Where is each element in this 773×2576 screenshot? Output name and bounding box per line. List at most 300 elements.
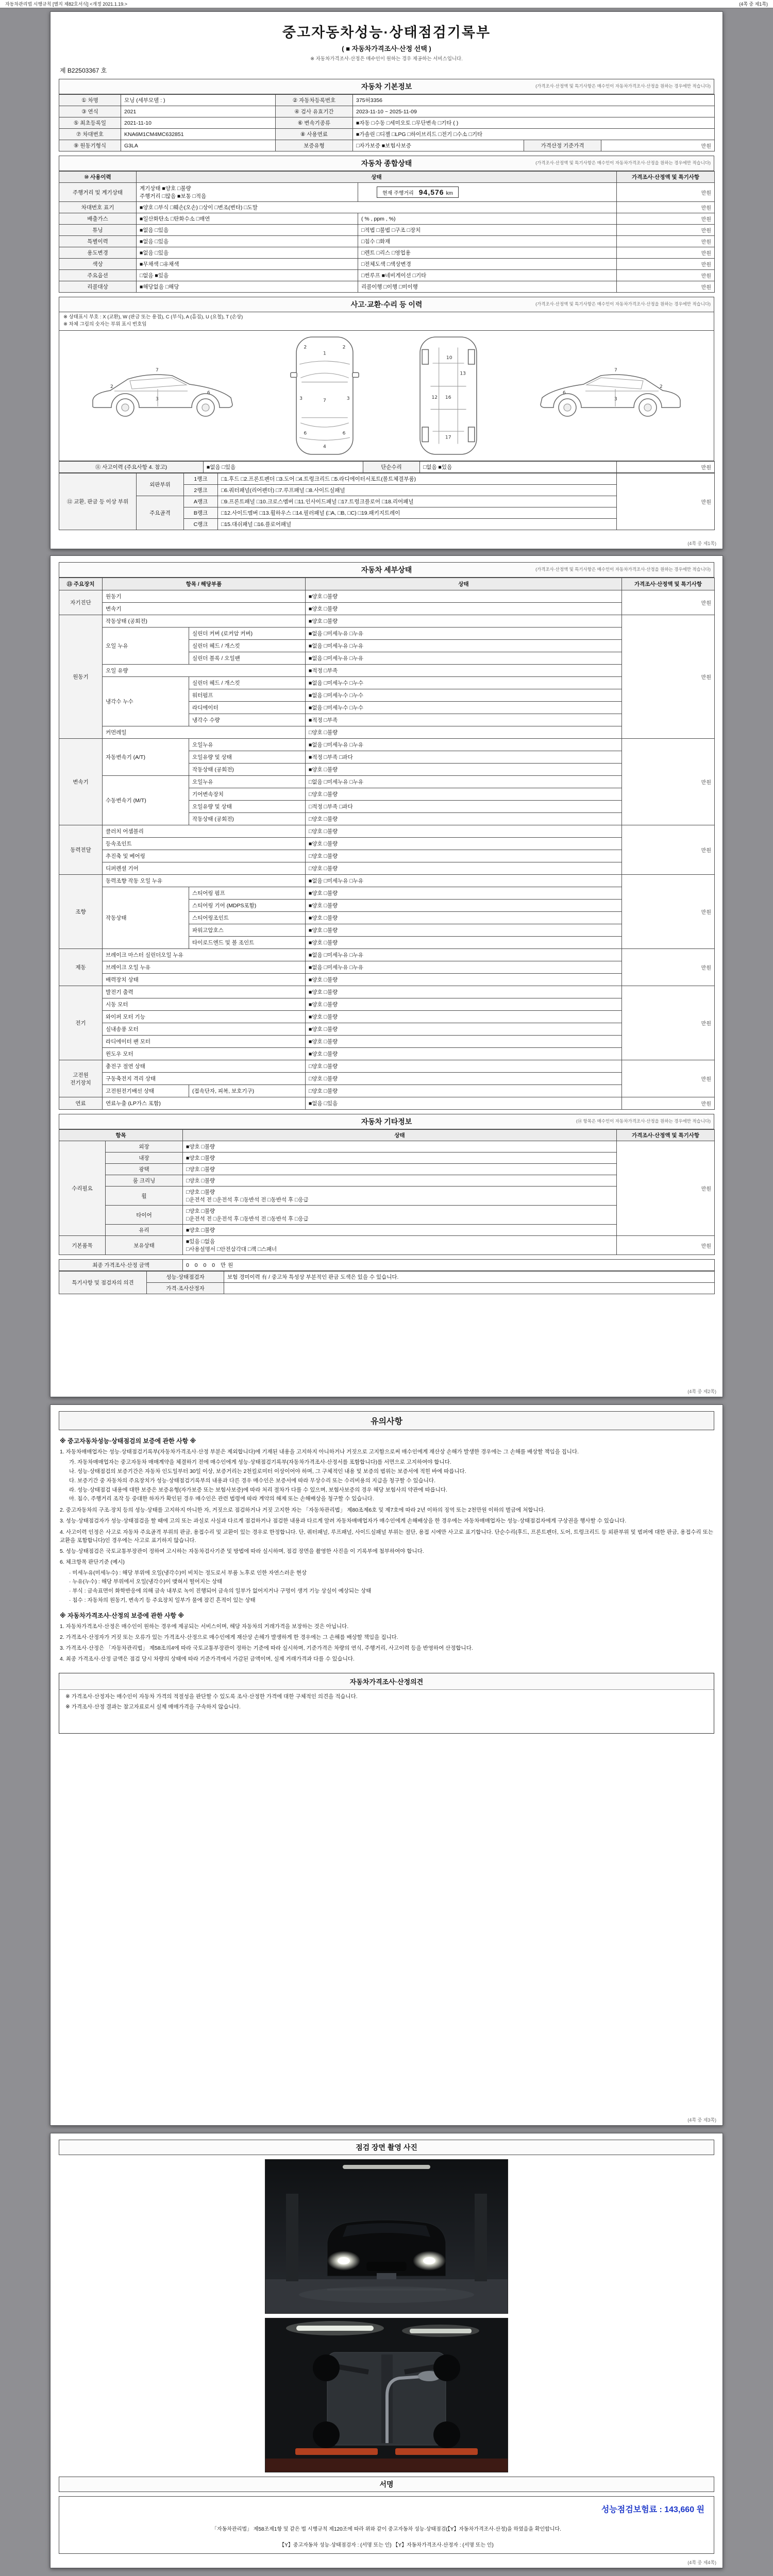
price-cell: 만원: [617, 270, 715, 281]
basic-value[interactable]: ■가솔린 □디젤 □LPG □하이브리드 □전기 □수소 □기타: [353, 129, 715, 140]
price-cell: 만원: [622, 590, 715, 615]
detail-subitem: 오일유량 및 상태: [189, 751, 306, 764]
price-cell: 만원: [617, 1141, 715, 1236]
detail-row: [59, 825, 715, 838]
price-cell: 만원: [622, 986, 715, 1060]
svg-text:6: 6: [304, 430, 307, 436]
detail-item: 추진축 및 베어링: [103, 850, 306, 862]
accident-history-state[interactable]: ■없음 □있음: [204, 461, 363, 472]
detail-item: 디퍼렌셜 기어: [103, 862, 306, 875]
etc-row: [59, 1175, 715, 1187]
document-number: 제 B22503367 호: [60, 67, 107, 74]
detail-state[interactable]: □양호 □불량: [306, 788, 622, 801]
detail-row: [59, 1023, 715, 1036]
exchange-rank: 2랭크: [184, 484, 218, 496]
etc-state-line[interactable]: □양호 □불량: [186, 1189, 215, 1195]
detail-row: [59, 850, 715, 862]
overall-item-label: 리콜대상: [59, 281, 137, 293]
detail-row: [59, 887, 715, 900]
price-cell: 만원: [622, 739, 715, 825]
detail-state[interactable]: ■적정 □부족: [306, 714, 622, 726]
inspection-photo-underbody: [265, 2318, 508, 2472]
detail-subitem: 실린더 블록 / 오일팬: [189, 652, 306, 665]
detail-col-state: 상태: [306, 578, 622, 590]
exchange-row: [59, 473, 715, 484]
overall-state[interactable]: ■없음 □있음: [137, 225, 358, 236]
detail-row: [59, 1048, 715, 1060]
detail-row: [59, 862, 715, 875]
price-cell: 만원: [617, 213, 715, 225]
state-code-line-2: ※ 차체 그림의 숫자는 부위 표시 번호임: [63, 321, 147, 328]
detail-subitem: 실린더 헤드 / 개스킷: [189, 677, 306, 689]
basic-label: ① 차명: [59, 95, 121, 106]
detail-state[interactable]: □양호 □불량: [306, 726, 622, 739]
detail-item: 고전원전기배선 상태: [103, 1085, 189, 1097]
detail-state[interactable]: ■없음 □미세누유 □누유: [306, 628, 622, 640]
detail-subitem: 스티어링 기어 (MDPS포함): [189, 900, 306, 912]
remarks-label: 특기사항 및 점검자의 의견: [59, 1272, 147, 1294]
detail-item: 라디에이터 팬 모터: [103, 1036, 306, 1048]
basic-value: 모닝 (세부모델 : ): [121, 95, 276, 106]
overall-state[interactable]: ■무채색 □유채색: [137, 259, 358, 270]
detail-state[interactable]: ■양호 □불량: [306, 974, 622, 986]
detail-item: 충전구 절연 상태: [103, 1060, 306, 1073]
etc-state-extra[interactable]: □사용설명서 □안전삼각대 □잭 □스패너: [186, 1246, 277, 1252]
remarks-row: [59, 1283, 715, 1294]
overall-state-line[interactable]: 계기상태 ■양호 □불량: [140, 185, 191, 192]
detail-state[interactable]: ■양호 □불량: [306, 1048, 622, 1060]
etc-row: [59, 1225, 715, 1236]
detail-group: 조향: [59, 875, 103, 949]
etc-group: 기본품목: [59, 1236, 106, 1255]
detail-subitem: 오일누유: [189, 739, 306, 751]
overall-col-state: 상태: [137, 172, 617, 183]
car-diagram-top: [286, 334, 363, 457]
etc-state[interactable]: [183, 1236, 617, 1255]
detail-state[interactable]: ■양호 □불량: [306, 924, 622, 937]
detail-state[interactable]: ■양호 □불량: [306, 838, 622, 850]
detail-state[interactable]: □양호 □불량: [306, 1085, 622, 1097]
overall-item-label: 차대번호 표기: [59, 202, 137, 213]
etc-col-item: 항목: [59, 1130, 183, 1141]
detail-item: 발전기 출력: [103, 986, 306, 998]
etc-row: [59, 1206, 715, 1225]
detail-state[interactable]: ■양호 □불량: [306, 887, 622, 900]
basic-value: 2021-11-10: [121, 117, 276, 129]
detail-state[interactable]: ■적정 □부족: [306, 665, 622, 677]
page-1: [50, 11, 723, 549]
detail-subitem: 라디에이터: [189, 702, 306, 714]
detail-row: [59, 628, 715, 640]
notice-text: 4. 최종 가격조사·산정 금액은 점검 당시 차량의 상태에 따라 기준가격에서 가감된 금액이며, 실제 거래가격과 다를 수 있습니다.: [60, 1656, 355, 1663]
accident-history-row: [59, 461, 715, 472]
price-cell: 만원: [617, 247, 715, 259]
detail-group: 원동기: [59, 615, 103, 739]
detail-state[interactable]: ■적정 □부족 □과다: [306, 751, 622, 764]
notice-text: · 부식 : 금속표면이 화학반응에 의해 금속 내부로 녹이 진행되어 금속의 일부가 없어지거나 구멍이 생겨 기능 상실이 예상되는 상태: [69, 1588, 372, 1595]
detail-subitem: 스티어링조인트: [189, 912, 306, 924]
page-4: [50, 2133, 723, 2568]
overall-row: [59, 281, 715, 293]
remarks-inspector-text[interactable]: 보험 경미이력 有 / 중고차 특성상 부분적인 판금 도색은 있을 수 있습니다.: [224, 1272, 715, 1283]
detail-group: 고전원 전기장치: [59, 1060, 103, 1097]
notice-text: 5. 성능·상태점검은 국토교통부장관이 정하여 고시하는 자동차검사기준 및 방법에 따라 실시하며, 점검 장면을 촬영한 사진을 이 기록부에 첨부하여야 합니다.: [60, 1548, 424, 1555]
overall-state[interactable]: ■없음 □있음: [137, 236, 358, 247]
detail-state[interactable]: ■양호 □불량: [306, 912, 622, 924]
remarks-appraiser-text[interactable]: [224, 1283, 715, 1294]
notice-text: · 누유(누수) : 해당 부위에서 오일(냉각수)이 맺혀서 떨어지는 상태: [69, 1579, 223, 1585]
etc-state-line[interactable]: □양호 □불량: [186, 1178, 215, 1184]
section-basic-header: [59, 79, 714, 94]
detail-row: [59, 726, 715, 739]
detail-col-item: 항목 / 해당부품: [103, 578, 306, 590]
detail-group: 자기진단: [59, 590, 103, 615]
detail-state[interactable]: ■양호 □불량: [306, 603, 622, 615]
section-etc-header: [59, 1114, 714, 1129]
price-opinion-title: 자동차가격조사·산정의견: [59, 1673, 714, 1690]
etc-item: 내장: [106, 1153, 183, 1164]
detail-row: [59, 961, 715, 974]
overall-state-2[interactable]: □렌트 □리스 □영업용: [358, 247, 617, 259]
notice-text: 4. 사고이력 인정은 사고로 자동차 주요골격 부위의 판금, 용접수리 및 교환이 있는 경우로 한정합니다. 단, 쿼터패널, 루프패널, 사이드실패널 부위는 절단, 용접 시에만 사고로 표기합니다. 단순수리(후드, 프론트펜더, 도어, 트렁크리드 등 외판부위 및 범퍼에 대한 판금, 용접수리 또는 교환을 포함합니다)인 경우에는 사고로 표기하지 않습니다.: [60, 1529, 713, 1544]
detail-state[interactable]: ■양호 □불량: [306, 764, 622, 776]
detail-subitem: 오일누유: [189, 776, 306, 788]
overall-row: [59, 236, 715, 247]
price-cell: 만원: [622, 875, 715, 949]
basic-row: [59, 140, 715, 151]
current-mileage-unit: km: [446, 191, 453, 196]
price-opinion-lines: [59, 1690, 714, 1710]
etc-state-line[interactable]: ■있음 □없음: [186, 1239, 215, 1245]
detail-row: [59, 875, 715, 887]
final-price-table: [59, 1259, 715, 1271]
overall-row: [59, 213, 715, 225]
overall-state-2[interactable]: □썬루프 ■네비게이션 □기타: [358, 270, 617, 281]
detail-group: 전기: [59, 986, 103, 1060]
detail-state[interactable]: □양호 □불량: [306, 813, 622, 825]
detail-state[interactable]: □양호 □불량: [306, 862, 622, 875]
final-price-value[interactable]: 0 0 0 0 만원: [183, 1260, 715, 1271]
detail-item: 동력조향 작동 오일 누유: [103, 875, 306, 887]
section-detail-note: (가격조사·산정액 및 특기사항은 매수인이 자동차가격조사·산정을 원하는 경우에만 적습니다): [535, 567, 711, 572]
etc-row: [59, 1153, 715, 1164]
etc-item: 휠: [106, 1187, 183, 1206]
etc-info-table: [59, 1129, 715, 1255]
detail-state[interactable]: □적정 □부족 □과다: [306, 801, 622, 813]
exchange-rank: 1랭크: [184, 473, 218, 484]
detail-subitem: 냉각수 수량: [189, 714, 306, 726]
overall-state[interactable]: ■양호 □부식 □훼손(오손) □상이 □변조(변타) □도말: [137, 202, 617, 213]
svg-text:2: 2: [659, 384, 663, 389]
section-accident-note: (가격조사·산정액 및 특기사항은 매수인이 자동차가격조사·산정을 원하는 경우에만 적습니다): [535, 301, 711, 307]
basic-label: 가격산정 기준가격: [524, 140, 601, 151]
overall-item-label: 특별이력: [59, 236, 137, 247]
remarks-appraiser-label: 가격·조사산정자: [147, 1283, 224, 1294]
photos-title: 점검 장면 촬영 사진: [356, 2143, 417, 2151]
etc-row: [59, 1236, 715, 1255]
section-overall-title: 자동차 종합상태: [361, 159, 412, 167]
svg-text:2: 2: [304, 344, 307, 350]
detail-item: 원동기: [103, 590, 306, 603]
detail-state[interactable]: □없음 □미세누유 □누유: [306, 776, 622, 788]
detail-state[interactable]: ■없음 □미세누유 □누유: [306, 739, 622, 751]
etc-state-line[interactable]: □양호 □불량: [186, 1208, 215, 1214]
section-accident-title: 사고·교환·수리 등 이력: [350, 300, 423, 309]
basic-row: [59, 106, 715, 117]
overall-item-label: 튜닝: [59, 225, 137, 236]
etc-state-line[interactable]: ■양호 □불량: [186, 1155, 215, 1161]
detail-item: 자동변속기 (A/T): [103, 739, 189, 776]
price-cell: 만원: [617, 281, 715, 293]
price-cell: 만원: [617, 236, 715, 247]
etc-item: 광택: [106, 1164, 183, 1175]
detail-row: [59, 1097, 715, 1110]
basic-info-table: [59, 94, 715, 151]
exchange-label: ⑫ 교환, 판금 등 이상 부위: [59, 473, 137, 530]
detail-item: 시동 모터: [103, 998, 306, 1011]
detail-state[interactable]: ■양호 □불량: [306, 1011, 622, 1023]
price-cell: 만원: [617, 1236, 715, 1255]
detail-state[interactable]: ■없음 □미세누수 □누수: [306, 689, 622, 702]
svg-text:12: 12: [431, 395, 438, 400]
overall-state-table: [59, 171, 715, 293]
detail-item: 와이퍼 모터 기능: [103, 1011, 306, 1023]
detail-row: [59, 949, 715, 961]
basic-label: ③ 연식: [59, 106, 121, 117]
notice-text: 마. 침수, 주행거리 조작 등 중대한 하자가 확인된 경우 매수인은 관련 법령에 따라 계약의 해제 또는 손해배상을 청구할 수 있습니다.: [69, 1496, 374, 1502]
form-reference-strip: [0, 0, 773, 8]
detail-state[interactable]: ■없음 □미세누유 □누유: [306, 949, 622, 961]
overall-state-2[interactable]: □침수 □화재: [358, 236, 617, 247]
sign-header: [59, 2477, 714, 2492]
price-cell: 만원: [622, 1060, 715, 1097]
price-opinion-blank[interactable]: [59, 1710, 714, 1733]
detail-item: 냉각수 누수: [103, 677, 189, 726]
price-cell: 만원: [617, 461, 715, 472]
detail-item: 수동변속기 (M/T): [103, 776, 189, 825]
svg-text:17: 17: [445, 434, 451, 440]
overall-state-2[interactable]: 리콜이행 □이행 □미이행: [358, 281, 617, 293]
detail-item: 변속기: [103, 603, 306, 615]
notice-text: · 침수 : 자동차의 원동기, 변속기 등 주요장치 일부가 물에 잠긴 흔적이 있는 상태: [69, 1597, 256, 1603]
etc-row: [59, 1187, 715, 1206]
overall-state[interactable]: ■일산화탄소 □탄화수소 □매연: [137, 213, 358, 225]
detail-row: [59, 590, 715, 603]
detail-subitem: (접속단자, 피복, 보호기구): [189, 1085, 306, 1097]
etc-state-line[interactable]: □양호 □불량: [186, 1166, 215, 1173]
detail-state[interactable]: ■양호 □불량: [306, 590, 622, 603]
remarks-row: [59, 1272, 715, 1283]
detail-state[interactable]: ■없음 □미세누유 □누유: [306, 652, 622, 665]
detail-item: 커먼레일: [103, 726, 306, 739]
price-opinion-box: [59, 1673, 714, 1734]
detail-row: [59, 998, 715, 1011]
exchange-items[interactable]: □15.대쉬패널 □16.플로어패널: [218, 518, 617, 530]
detail-row: [59, 603, 715, 615]
current-mileage-label: 현재 주행거리: [382, 191, 414, 196]
etc-state-line[interactable]: ■양호 □불량: [186, 1227, 215, 1233]
overall-state[interactable]: □없음 ■있음: [137, 270, 358, 281]
detail-group: 변속기: [59, 739, 103, 825]
form-reference: 자동차관리법 시행규칙 [별지 제82호서식] <개정 2021.1.19.>: [5, 2, 128, 7]
detail-state[interactable]: □양호 □불량: [306, 1060, 622, 1073]
section-overall-note: (가격조사·산정액 및 특기사항은 매수인이 자동차가격조사·산정을 원하는 경우에만 적습니다): [535, 160, 711, 165]
section-detail-title: 자동차 세부상태: [361, 566, 412, 574]
notice-text: 나. 성능·상태점검의 보증기간은 자동차 인도일부터 30일 이상, 보증거리는 2천킬로미터 이상이어야 하며, 그 구체적인 내용 및 보증의 범위는 보증서에 적힌 바에 따릅니다.: [69, 1468, 466, 1475]
overall-item-label: 용도변경: [59, 247, 137, 259]
car-diagram-side-left: [85, 362, 239, 429]
detail-item: 구동축전지 격리 상태: [103, 1073, 306, 1085]
notice-text: 2. 중고자동차의 구조·장치 등의 성능·상태를 고지하지 아니한 자, 거짓으로 점검하거나 거짓 고지한 자는 「자동차관리법」 제80조제6호 및 제7호에 따라 2년 이하의 징역 또는 2천만원 이하의 벌금에 처합니다.: [60, 1507, 545, 1514]
detail-state[interactable]: ■양호 □불량: [306, 937, 622, 949]
detail-state[interactable]: ■없음 □미세누유 □누유: [306, 961, 622, 974]
section-detail-header: [59, 562, 714, 578]
exchange-items[interactable]: □6.쿼터패널(리어펜더) □7.루프패널 □8.사이드실패널: [218, 484, 617, 496]
svg-text:3: 3: [614, 396, 617, 402]
detail-state-table: [59, 578, 715, 1110]
sign-confirmation-text: 「자동차관리법」 제58조제1항 및 같은 법 시행규칙 제120조에 따라 위와 같이 중고자동차 성능·상태점검(【Y】자동차가격조사·산정)을 하였음을 확인합니다.: [212, 2527, 561, 2532]
detail-item: 오일 유량: [103, 665, 306, 677]
exchange-rank: A랭크: [184, 496, 218, 507]
state-code-line-1: ※ 상태표시 부호 : X (교환), W (판금 또는 용접), C (부식), A (흠집), U (요철), T (손상): [63, 314, 243, 320]
detail-row: [59, 1011, 715, 1023]
opinion-line: ※ 가격조사·산정자는 매수인이 자동차 가격의 적절성을 판단할 수 있도록 조사·산정한 가격에 대한 구체적인 의견을 적습니다.: [65, 1693, 358, 1700]
overall-item-label: 주요옵션: [59, 270, 137, 281]
detail-row: [59, 986, 715, 998]
svg-text:1: 1: [323, 351, 326, 357]
overall-item-label: 배출가스: [59, 213, 137, 225]
exchange-items[interactable]: □9.프론트패널 □10.크로스멤버 □11.인사이드패널 □17.트렁크플로어 □18.리어패널: [218, 496, 617, 507]
final-price-label: 최종 가격조사·산정 금액: [59, 1260, 183, 1271]
overall-state-line[interactable]: 주행거리 □많음 ■보통 □적음: [140, 193, 207, 199]
detail-subitem: 타이로드엔드 및 볼 조인트: [189, 937, 306, 949]
detail-row: [59, 615, 715, 628]
etc-item: 보유상태: [106, 1236, 183, 1255]
notice-heading: ※ 자동차가격조사·산정의 보증에 관한 사항 ※: [60, 1612, 184, 1619]
basic-value: 2021: [121, 106, 276, 117]
detail-state[interactable]: ■양호 □불량: [306, 1036, 622, 1048]
notice-body: [59, 1436, 714, 1664]
svg-text:7: 7: [614, 367, 617, 373]
etc-state[interactable]: [183, 1175, 617, 1187]
overall-state[interactable]: ■해당없음 □해당: [137, 281, 358, 293]
etc-state[interactable]: [183, 1153, 617, 1164]
detail-state[interactable]: ■없음 □미세누수 □누수: [306, 702, 622, 714]
detail-subitem: 오일유량 및 상태: [189, 801, 306, 813]
exchange-items[interactable]: □1.후드 □2.프론트펜더 □3.도어 □4.트렁크리드 □5.라디에이터서포트(볼트체결부품): [218, 473, 617, 484]
basic-value[interactable]: □자가보증 ■보험사보증: [353, 140, 524, 151]
detail-state[interactable]: ■없음 □미세누유 □누유: [306, 875, 622, 887]
price-cell: 만원: [622, 825, 715, 875]
etc-state[interactable]: [183, 1206, 617, 1225]
etc-state[interactable]: [183, 1141, 617, 1153]
simple-repair-label: 단순수리: [363, 461, 420, 472]
svg-text:7: 7: [156, 367, 159, 373]
basic-value[interactable]: ■자동 □수동 □세미오토 □무단변속 □기타 ( ): [353, 117, 715, 129]
page-title: 중고자동차성능·상태점검기록부: [282, 25, 491, 40]
notice-text: 3. 성능·상태점검자가 성능·상태점검을 할 때에 고의 또는 과실로 사실과 다르게 점검하거나 점검한 내용과 다르게 알려 자동차매매업자가 매수인에게 손해배상을 한 경우에는 자동차매매업자는 성능·상태점검자에게 구상권을 행사할 수 있습니다.: [60, 1518, 627, 1524]
etc-state[interactable]: [183, 1164, 617, 1175]
etc-state-extra[interactable]: □운전석 전 □운전석 후 □동반석 전 □동반석 후 □응급: [186, 1216, 309, 1222]
notice-text: 다. 보증기간 중 자동차의 주요장치가 성능·상태점검기록부의 내용과 다른 경우 매수인은 보증서에 따라 무상수리 또는 수리비용의 지급을 청구할 수 있습니다.: [69, 1477, 435, 1484]
detail-row: [59, 1060, 715, 1073]
basic-row: [59, 117, 715, 129]
detail-group: 제동: [59, 949, 103, 986]
price-option-title[interactable]: ( ■ 자동차가격조사·산정 선택 ): [342, 45, 431, 53]
detail-state[interactable]: ■없음 □미세누유 □누유: [306, 640, 622, 652]
price-cell: 만원: [617, 225, 715, 236]
sign-signature-line[interactable]: 【Y】중고자동차 성능·상태점검자 : (서명 또는 인) 【Y】자동차가격조사·산정자 : (서명 또는 인): [279, 2543, 494, 2548]
detail-item: 오일 누유: [103, 628, 189, 665]
detail-subitem: 파워고압호스: [189, 924, 306, 937]
exchange-row: [59, 496, 715, 507]
detail-subitem: 워터펌프: [189, 689, 306, 702]
price-option-note: ※ 자동차가격조사·산정은 매수인이 원하는 경우 제공하는 서비스입니다.: [310, 56, 463, 62]
detail-row: [59, 838, 715, 850]
detail-col-price: 가격조사·산정액 및 특기사항: [622, 578, 715, 590]
price-cell: 만원: [622, 1097, 715, 1110]
detail-item: 브레이크 오일 누유: [103, 961, 306, 974]
etc-state-extra[interactable]: □운전석 전 □운전석 후 □동반석 전 □동반석 후 □응급: [186, 1197, 309, 1203]
basic-row: [59, 129, 715, 140]
current-mileage-value: 94,576: [418, 188, 444, 196]
detail-subitem: 기어변속장치: [189, 788, 306, 801]
svg-text:3: 3: [156, 396, 159, 402]
overall-row: [59, 270, 715, 281]
svg-text:2: 2: [110, 384, 113, 389]
overall-state-2[interactable]: □적법 □불법 □구조 □장치: [358, 225, 617, 236]
exchange-items[interactable]: □12.사이드멤버 □13.휠하우스 □14.필러패널 (□A, □B, □C) □19.패키지트레이: [218, 507, 617, 518]
section-etc-title: 자동차 기타정보: [361, 1117, 412, 1126]
notice-text: 1. 자동차매매업자는 성능·상태점검기록부(자동차가격조사·산정 부분은 제외합니다)에 기재된 내용을 고지하지 아니하거나 거짓으로 고지함으로써 매수인에게 재산상 손해가 발생한 경우에는 그 손해를 배상할 책임을 집니다.: [60, 1449, 579, 1455]
basic-row: [59, 95, 715, 106]
detail-item: 작동상태 (공회전): [103, 615, 306, 628]
svg-text:13: 13: [460, 370, 466, 376]
overall-row: [59, 183, 715, 202]
overall-state-2[interactable]: □전체도색 □색상변경: [358, 259, 617, 270]
detail-state[interactable]: ■양호 □불량: [306, 986, 622, 998]
overall-state[interactable]: [137, 183, 358, 202]
car-diagram-bottom: [410, 334, 487, 457]
inspection-photo-front: [265, 2159, 508, 2314]
detail-group: 동력전달: [59, 825, 103, 875]
detail-state[interactable]: ■양호 □불량: [306, 900, 622, 912]
etc-state-line[interactable]: ■양호 □불량: [186, 1144, 215, 1150]
basic-value: 만원: [601, 140, 715, 151]
detail-state[interactable]: ■양호 □불량: [306, 998, 622, 1011]
etc-state[interactable]: [183, 1187, 617, 1206]
detail-state[interactable]: ■양호 □불량: [306, 615, 622, 628]
section-basic-title: 자동차 기본정보: [361, 82, 412, 91]
overall-state[interactable]: ■없음 □있음: [137, 247, 358, 259]
detail-state[interactable]: □양호 □불량: [306, 1073, 622, 1085]
etc-state[interactable]: [183, 1225, 617, 1236]
simple-repair-state[interactable]: □없음 ■있음: [420, 461, 617, 472]
svg-text:2: 2: [342, 344, 346, 350]
detail-state[interactable]: □양호 □불량: [306, 825, 622, 838]
overall-row: [59, 247, 715, 259]
detail-row: [59, 1036, 715, 1048]
detail-state[interactable]: ■없음 □미세누수 □누수: [306, 677, 622, 689]
exchange-group: 외판부위: [137, 473, 184, 496]
exchange-group: 주요골격: [137, 496, 184, 530]
detail-state[interactable]: □양호 □불량: [306, 850, 622, 862]
exchange-rank: C랭크: [184, 518, 218, 530]
overall-col-usage: ⑩ 사용이력: [59, 172, 137, 183]
etc-item: 외장: [106, 1141, 183, 1153]
detail-state[interactable]: ■없음 □있음: [306, 1097, 622, 1110]
detail-state[interactable]: ■양호 □불량: [306, 1023, 622, 1036]
